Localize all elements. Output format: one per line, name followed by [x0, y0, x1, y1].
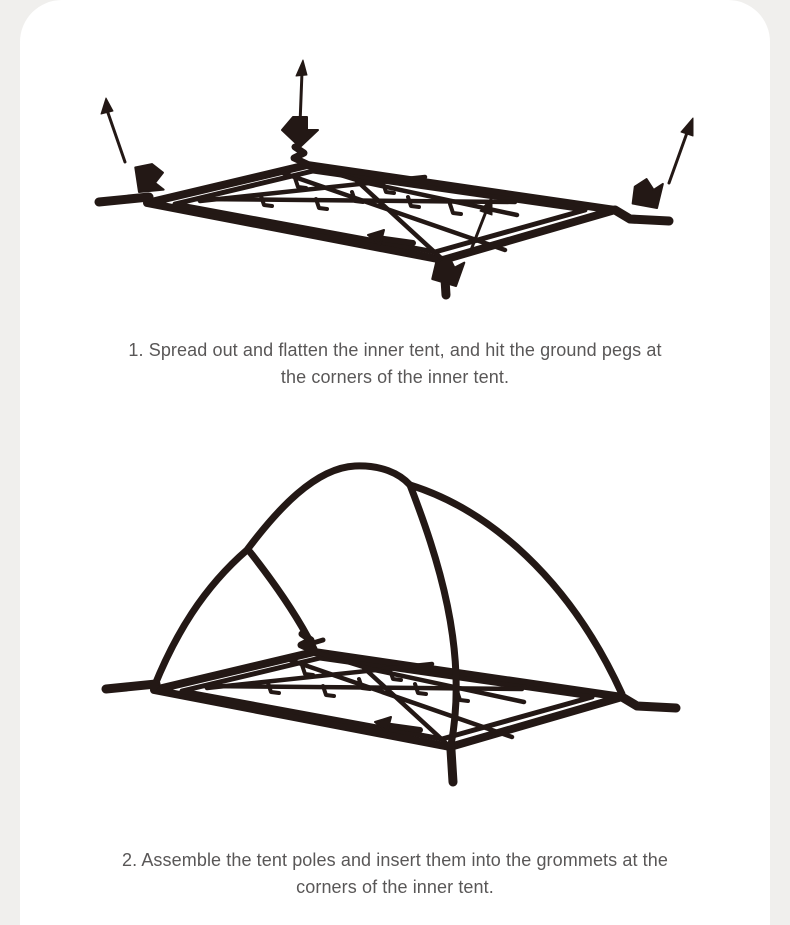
hammer-arrow-icon-right — [626, 118, 693, 218]
tent-pole-branch-back — [250, 552, 314, 649]
step-2-caption-line-2: corners of the inner tent. — [296, 877, 494, 897]
step-2-caption-line-1: 2. Assemble the tent poles and insert them into the grommets at the — [122, 850, 668, 870]
step-2-caption — [20, 847, 770, 901]
figure-step-1-flatten-tent — [99, 60, 693, 295]
hammer-arrow-icon-left — [101, 98, 172, 203]
tent-pole-arch-main — [154, 466, 410, 687]
figure-step-2-assemble-poles — [106, 466, 676, 782]
hammer-arrow-icon-top — [282, 60, 318, 147]
step-1-caption-line-2: the corners of the inner tent. — [280, 367, 510, 387]
step-1-caption — [20, 337, 770, 391]
step-1-caption-line-1: 1. Spread out and flatten the inner tent, and hit the ground pegs at — [128, 340, 662, 360]
